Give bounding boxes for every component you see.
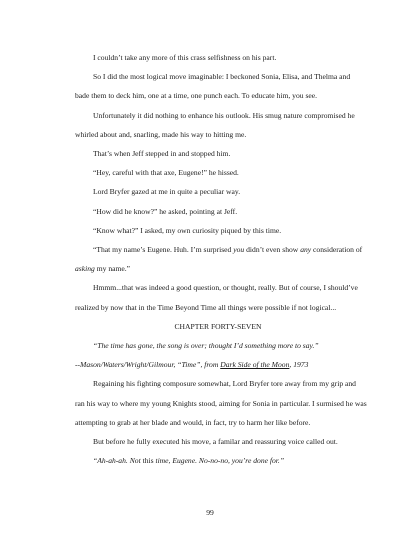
dialogue-line: “Know what?” I asked, my own curiosity piqued by this time. [93, 225, 282, 235]
paragraph-continuation: whirled about and, snarling, made his way to hitting me. [75, 129, 247, 139]
dialogue-line: “That my name’s Eugene. Huh. I’m surprised you didn’t even show any consideration of [93, 245, 363, 255]
dialogue-line: “How did he know?” he asked, pointing at Jeff. [93, 206, 238, 216]
dialogue-line: “Hey, careful with that axe, Eugene!” he hissed. [93, 168, 239, 178]
dialogue-line: “Ah-ah-ah. Not this time, Eugene. No-no-no, you’re done for.” [93, 456, 285, 466]
paragraph-continuation: attempting to grab at her blade and would, in fact, try to harm her like before. [75, 417, 311, 427]
emphasis: this [142, 456, 154, 466]
paragraph: Hmmm...that was indeed a good question, or thought, really. But of course, I should’ve [93, 283, 358, 293]
paragraph: I couldn’t take any more of this crass selfishness on his part. [93, 53, 277, 62]
emphasis: asking [75, 264, 95, 274]
paragraph: Unfortunately it did nothing to enhance his outlook. His smug nature compromised he [93, 110, 355, 120]
paragraph: Lord Bryfer gazed at me in quite a peculiar way. [93, 187, 241, 197]
album-title: Dark Side of the Moon [220, 360, 290, 370]
page-number: 99 [206, 508, 214, 517]
epigraph-attribution: --Mason/Waters/Wright/Gilmour, “Time”, from Dark Side of the Moon, 1973 [75, 360, 309, 370]
paragraph-continuation: realized by now that in the Time Beyond Time all things were possible if not logical... [75, 302, 337, 312]
paragraph: Regaining his fighting composure somewhat, Lord Bryfer tore away from my grip and [93, 379, 356, 389]
paragraph-continuation: asking my name.” [75, 264, 131, 274]
paragraph: That’s when Jeff stepped in and stopped him. [93, 149, 231, 159]
epigraph-quote: “The time has gone, the song is over; thought I’d something more to say.” [93, 341, 319, 351]
paragraph-continuation: ran his way to where my young Knights stood, aiming for Sonia in particular. I surmised he was [75, 398, 367, 408]
paragraph-continuation: bade them to deck him, one at a time, one punch each. To educate him, you see. [75, 91, 318, 101]
paragraph: So I did the most logical move imaginable: I beckoned Sonia, Elisa, and Thelma and [93, 72, 351, 82]
chapter-heading: CHAPTER FORTY-SEVEN [174, 321, 262, 331]
emphasis: you [233, 245, 245, 255]
body-text [75, 48, 367, 470]
emphasis: any [300, 245, 312, 255]
paragraph: But before he fully executed his move, a familar and reassuring voice called out. [93, 437, 338, 447]
